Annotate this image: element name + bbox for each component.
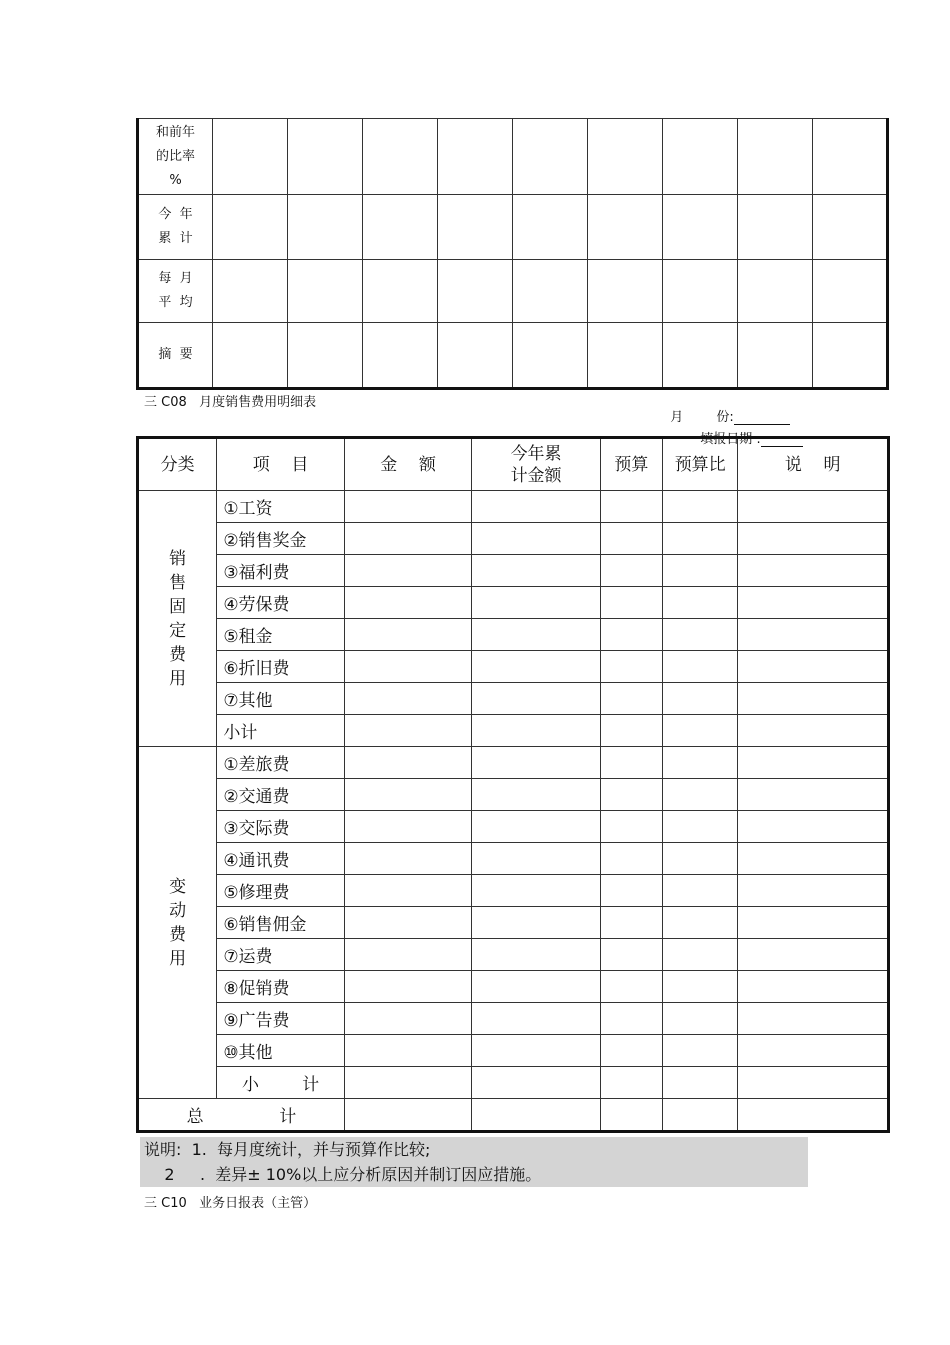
input-cell[interactable]: [663, 811, 738, 843]
input-cell[interactable]: [663, 587, 738, 619]
input-cell[interactable]: [472, 555, 601, 587]
expense-item: ②交通费: [217, 779, 345, 811]
category-char: 变: [169, 876, 187, 897]
input-cell[interactable]: [600, 555, 662, 587]
comparison-row: [138, 195, 888, 260]
fill-date-label: 填报日期 :: [700, 432, 761, 447]
column-header: 分类: [138, 438, 217, 491]
input-cell[interactable]: [738, 683, 889, 715]
category-char: 费: [169, 644, 187, 665]
row-label-line: 和前年: [155, 124, 195, 140]
input-cell[interactable]: [472, 843, 601, 875]
input-cell[interactable]: [472, 491, 601, 523]
monthly-sales-expense-table: [136, 436, 890, 1133]
expense-row: [138, 779, 889, 811]
expense-item: 小 计: [217, 1067, 345, 1099]
input-cell[interactable]: [472, 683, 601, 715]
expense-row: [138, 491, 889, 523]
column-header: 项 目: [217, 438, 345, 491]
input-cell[interactable]: [600, 1035, 662, 1067]
notes-box: [140, 1137, 808, 1187]
input-cell[interactable]: [472, 875, 601, 907]
expense-row: [138, 939, 889, 971]
expense-row: [138, 811, 889, 843]
input-cell[interactable]: [663, 1067, 738, 1099]
input-cell[interactable]: [738, 195, 813, 260]
expense-item: ④劳保费: [217, 587, 345, 619]
row-label-line: 摘 要: [158, 347, 193, 362]
total-label: 总 计: [138, 1099, 345, 1132]
input-cell[interactable]: [600, 587, 662, 619]
input-cell[interactable]: [588, 195, 663, 260]
expense-row: [138, 683, 889, 715]
input-cell[interactable]: [663, 651, 738, 683]
row-label: [138, 260, 213, 323]
expense-row: [138, 747, 889, 779]
expense-item: ⑤修理费: [217, 875, 345, 907]
input-cell[interactable]: [738, 523, 889, 555]
input-cell[interactable]: [472, 1003, 601, 1035]
input-cell[interactable]: [513, 119, 588, 195]
input-cell[interactable]: [600, 1003, 662, 1035]
input-cell[interactable]: [663, 523, 738, 555]
expense-item: ⑥折旧费: [217, 651, 345, 683]
input-cell[interactable]: [738, 260, 813, 323]
input-cell[interactable]: [738, 587, 889, 619]
input-cell[interactable]: [472, 811, 601, 843]
input-cell[interactable]: [600, 971, 662, 1003]
category-cell: [138, 491, 217, 747]
input-cell[interactable]: [663, 1003, 738, 1035]
input-cell[interactable]: [472, 1035, 601, 1067]
row-label-line: 今 年: [158, 207, 193, 222]
input-cell[interactable]: [663, 939, 738, 971]
input-cell[interactable]: [600, 779, 662, 811]
input-cell[interactable]: [344, 907, 472, 939]
input-cell[interactable]: [663, 119, 738, 195]
input-cell[interactable]: [344, 779, 472, 811]
input-cell[interactable]: [663, 875, 738, 907]
input-cell[interactable]: [663, 843, 738, 875]
input-cell[interactable]: [738, 907, 889, 939]
input-cell[interactable]: [663, 195, 738, 260]
input-cell[interactable]: [663, 1035, 738, 1067]
input-cell[interactable]: [513, 260, 588, 323]
input-cell[interactable]: [363, 260, 438, 323]
expense-item: ⑤租金: [217, 619, 345, 651]
input-cell[interactable]: [663, 907, 738, 939]
expense-item: ⑦运费: [217, 939, 345, 971]
expense-row: [138, 651, 889, 683]
row-label-line: 平 均: [158, 295, 193, 310]
input-cell[interactable]: [588, 119, 663, 195]
input-cell[interactable]: [288, 195, 363, 260]
input-cell[interactable]: [663, 779, 738, 811]
expense-row: [138, 1003, 889, 1035]
input-cell[interactable]: [438, 119, 513, 195]
input-cell[interactable]: [344, 619, 472, 651]
input-cell[interactable]: [588, 260, 663, 323]
input-cell[interactable]: [472, 619, 601, 651]
input-cell[interactable]: [738, 555, 889, 587]
input-cell[interactable]: [600, 715, 662, 747]
input-cell[interactable]: [344, 587, 472, 619]
input-cell[interactable]: [600, 907, 662, 939]
expense-row: [138, 555, 889, 587]
row-label-line: 累 计: [158, 231, 193, 246]
category-char: 用: [169, 948, 187, 969]
expense-item: ⑩其他: [217, 1035, 345, 1067]
input-cell[interactable]: [513, 195, 588, 260]
input-cell[interactable]: [738, 119, 813, 195]
month-label: 月 份:: [670, 410, 734, 425]
input-cell[interactable]: [472, 779, 601, 811]
input-cell[interactable]: [663, 555, 738, 587]
total-row: [138, 1099, 889, 1132]
input-cell[interactable]: [738, 811, 889, 843]
yearly-comparison-table: [136, 118, 889, 390]
category-char: 费: [169, 924, 187, 945]
category-char: 用: [169, 668, 187, 689]
expense-row: [138, 971, 889, 1003]
input-cell[interactable]: [344, 971, 472, 1003]
input-cell[interactable]: [600, 651, 662, 683]
input-cell[interactable]: [438, 323, 513, 389]
category-char: 定: [169, 620, 187, 641]
input-cell[interactable]: [363, 119, 438, 195]
input-cell[interactable]: [344, 747, 472, 779]
input-cell[interactable]: [600, 1067, 662, 1099]
input-cell[interactable]: [813, 323, 888, 389]
input-cell[interactable]: [738, 715, 889, 747]
expense-row: [138, 619, 889, 651]
input-cell[interactable]: [213, 260, 288, 323]
input-cell[interactable]: [472, 1067, 601, 1099]
input-cell[interactable]: [438, 260, 513, 323]
expense-item: ①差旅费: [217, 747, 345, 779]
input-cell[interactable]: [600, 843, 662, 875]
expense-row: [138, 1067, 889, 1099]
input-cell[interactable]: [344, 875, 472, 907]
input-cell[interactable]: [600, 747, 662, 779]
input-cell[interactable]: [472, 747, 601, 779]
column-header: 预算比: [663, 438, 738, 491]
input-cell[interactable]: [813, 195, 888, 260]
input-cell[interactable]: [738, 939, 889, 971]
input-cell[interactable]: [600, 683, 662, 715]
input-cell[interactable]: [813, 119, 888, 195]
expense-item: ④通讯费: [217, 843, 345, 875]
input-cell[interactable]: [344, 811, 472, 843]
header-row: [138, 438, 889, 491]
input-cell[interactable]: [472, 907, 601, 939]
expense-item: ②销售奖金: [217, 523, 345, 555]
column-header: 说 明: [738, 438, 889, 491]
input-cell[interactable]: [213, 119, 288, 195]
input-cell[interactable]: [513, 323, 588, 389]
expense-item: ③交际费: [217, 811, 345, 843]
expense-item: ⑥销售佣金: [217, 907, 345, 939]
input-cell[interactable]: [344, 715, 472, 747]
input-cell[interactable]: [738, 779, 889, 811]
comparison-row: [138, 323, 888, 389]
input-cell[interactable]: [344, 523, 472, 555]
input-cell[interactable]: [663, 1099, 738, 1132]
input-cell[interactable]: [600, 523, 662, 555]
input-cell[interactable]: [738, 843, 889, 875]
input-cell[interactable]: [738, 1099, 889, 1132]
input-cell[interactable]: [600, 619, 662, 651]
note-line-1: 说明: 1. 每月度统计，并与预算作比较;: [144, 1140, 431, 1159]
expense-item: 小计: [217, 715, 345, 747]
category-char: 销: [169, 548, 187, 569]
input-cell[interactable]: [344, 555, 472, 587]
input-cell[interactable]: [213, 323, 288, 389]
expense-row: [138, 875, 889, 907]
input-cell[interactable]: [663, 971, 738, 1003]
expense-row: [138, 715, 889, 747]
expense-row: [138, 1035, 889, 1067]
category-char: 动: [169, 900, 187, 921]
input-cell[interactable]: [738, 651, 889, 683]
input-cell[interactable]: [213, 195, 288, 260]
input-cell[interactable]: [600, 1099, 662, 1132]
column-header: 预算: [600, 438, 662, 491]
input-cell[interactable]: [663, 619, 738, 651]
input-cell[interactable]: [738, 1003, 889, 1035]
expense-row: [138, 907, 889, 939]
row-label-line: %: [169, 172, 182, 188]
input-cell[interactable]: [600, 811, 662, 843]
input-cell[interactable]: [472, 1099, 601, 1132]
input-cell[interactable]: [472, 587, 601, 619]
input-cell[interactable]: [344, 491, 472, 523]
row-label: [138, 195, 213, 260]
input-cell[interactable]: [288, 119, 363, 195]
input-cell[interactable]: [738, 323, 813, 389]
input-cell[interactable]: [344, 1035, 472, 1067]
expense-item: ⑦其他: [217, 683, 345, 715]
input-cell[interactable]: [288, 260, 363, 323]
column-header: 今年累 计金额: [472, 438, 601, 491]
row-label: [138, 323, 213, 389]
expense-item: ①工资: [217, 491, 345, 523]
input-cell[interactable]: [344, 651, 472, 683]
input-cell[interactable]: [663, 683, 738, 715]
input-cell[interactable]: [472, 715, 601, 747]
input-cell[interactable]: [472, 939, 601, 971]
expense-item: ⑧促销费: [217, 971, 345, 1003]
caption-c10: 三 C10 业务日报表（主管）: [144, 1196, 317, 1211]
category-char: 售: [169, 572, 187, 593]
category-char: 固: [169, 596, 187, 617]
input-cell[interactable]: [600, 491, 662, 523]
input-cell[interactable]: [344, 1099, 472, 1132]
input-cell[interactable]: [663, 323, 738, 389]
input-cell[interactable]: [738, 491, 889, 523]
expense-item: ③福利费: [217, 555, 345, 587]
expense-row: [138, 843, 889, 875]
input-cell[interactable]: [288, 323, 363, 389]
input-cell[interactable]: [663, 747, 738, 779]
expense-row: [138, 587, 889, 619]
input-cell[interactable]: [588, 323, 663, 389]
expense-row: [138, 523, 889, 555]
column-header: 金 额: [344, 438, 472, 491]
caption-c08: 三 C08 月度销售费用明细表: [144, 395, 317, 410]
input-cell[interactable]: [472, 651, 601, 683]
input-cell[interactable]: [363, 323, 438, 389]
input-cell[interactable]: [738, 1035, 889, 1067]
input-cell[interactable]: [363, 195, 438, 260]
input-cell[interactable]: [600, 875, 662, 907]
row-label-line: 的比率: [155, 148, 195, 164]
note-line-2: 2 . 差异± 10%以上应分析原因并制订因应措施。: [144, 1165, 542, 1184]
input-cell[interactable]: [344, 683, 472, 715]
row-label: [138, 119, 213, 195]
input-cell[interactable]: [438, 195, 513, 260]
input-cell[interactable]: [738, 619, 889, 651]
input-cell[interactable]: [738, 1067, 889, 1099]
input-cell[interactable]: [344, 1003, 472, 1035]
input-cell[interactable]: [344, 939, 472, 971]
comparison-row: [138, 119, 888, 195]
input-cell[interactable]: [344, 1067, 472, 1099]
input-cell[interactable]: [472, 523, 601, 555]
input-cell[interactable]: [600, 939, 662, 971]
input-cell[interactable]: [472, 971, 601, 1003]
comparison-row: [138, 260, 888, 323]
row-label-line: 每 月: [158, 271, 193, 286]
category-cell: [138, 747, 217, 1099]
input-cell[interactable]: [344, 843, 472, 875]
input-cell[interactable]: [813, 260, 888, 323]
input-cell[interactable]: [663, 491, 738, 523]
input-cell[interactable]: [663, 260, 738, 323]
input-cell[interactable]: [738, 971, 889, 1003]
input-cell[interactable]: [738, 747, 889, 779]
input-cell[interactable]: [738, 875, 889, 907]
input-cell[interactable]: [663, 715, 738, 747]
expense-item: ⑨广告费: [217, 1003, 345, 1035]
